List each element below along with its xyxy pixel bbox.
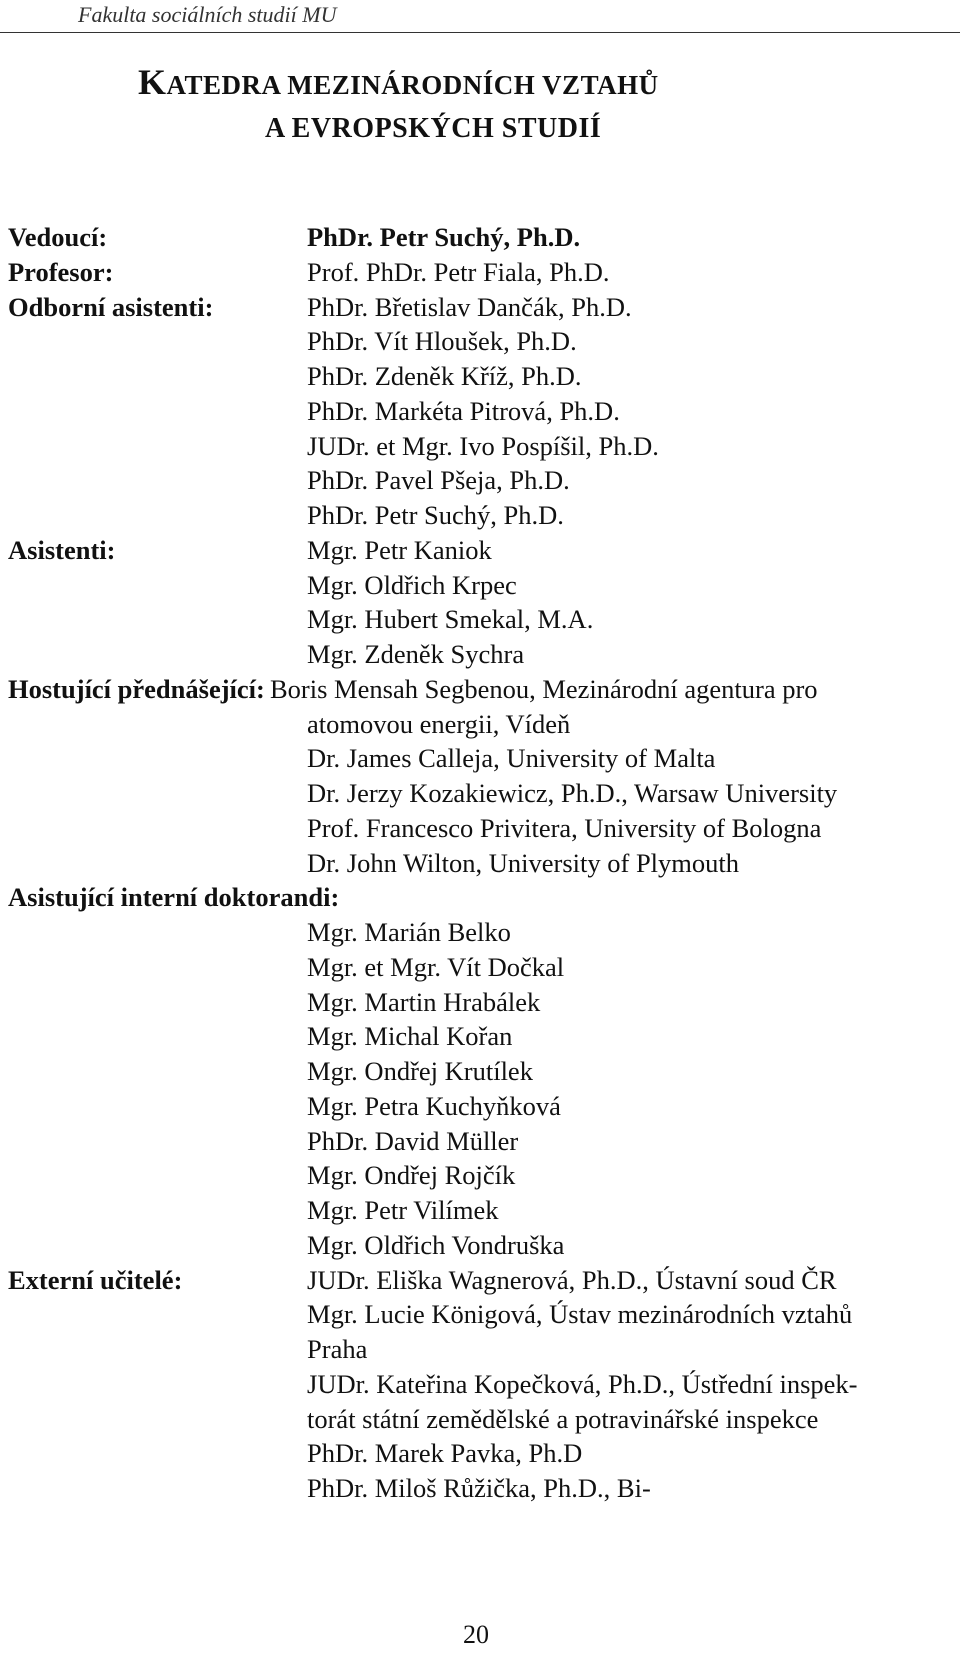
staff-name: Mgr. Petr Vilímek — [307, 1195, 499, 1225]
staff-row — [0, 810, 960, 846]
staff-row — [0, 532, 960, 568]
role-label: Hostující přednášející: — [8, 673, 265, 704]
staff-row — [0, 706, 960, 742]
staff-name: torát státní zemědělské a potravinářské inspekce — [307, 1403, 819, 1434]
page-title-line-2: A EVROPSKÝCH STUDIÍ — [265, 113, 602, 144]
staff-row — [0, 567, 960, 603]
staff-name: Mgr. Ondřej Rojčík — [307, 1160, 516, 1191]
staff-name: Mgr. et Mgr. Vít Dočkal — [307, 951, 565, 982]
staff-name: PhDr. Zdeněk Kříž, Ph.D. — [307, 361, 582, 391]
page-number: 20 — [463, 1620, 489, 1649]
staff-row — [0, 358, 960, 394]
role-label: Externí učitelé: — [8, 1264, 183, 1295]
staff-name: Mgr. Lucie Königová, Ústav mezinárodních vztahů — [307, 1299, 853, 1330]
staff-name: PhDr. Petr Suchý, Ph.D. — [307, 500, 564, 530]
staff-row — [0, 879, 960, 915]
staff-name: PhDr. Petr Suchý, Ph.D. — [307, 222, 581, 252]
staff-name: Mgr. Oldřich Krpec — [307, 569, 517, 600]
staff-name: PhDr. Pavel Pšeja, Ph.D. — [307, 465, 570, 496]
header-text: Fakulta sociálních studií MU — [78, 2, 337, 27]
staff-name: Mgr. Zdeněk Sychra — [307, 639, 525, 669]
staff-row — [0, 949, 960, 985]
staff-row — [0, 1262, 960, 1298]
staff-name: Boris Mensah Segbenou, Mezinárodní agentura pro — [270, 673, 818, 704]
staff-name: Prof. Francesco Privitera, University of Bologna — [307, 812, 822, 843]
staff-row — [0, 1192, 960, 1228]
staff-row — [0, 1157, 960, 1193]
staff-row — [0, 1227, 960, 1263]
staff-name: PhDr. Břetislav Dančák, Ph.D. — [307, 291, 632, 322]
staff-row — [0, 601, 960, 637]
staff-row — [0, 1053, 960, 1089]
staff-row — [0, 289, 960, 325]
staff-row — [0, 671, 960, 707]
staff-name: PhDr. Miloš Růžička, Ph.D., Bi- — [307, 1473, 651, 1503]
staff-name: Mgr. Oldřich Vondruška — [307, 1229, 565, 1260]
staff-name: JUDr. Eliška Wagnerová, Ph.D., Ústavní soud ČR — [307, 1264, 837, 1295]
staff-name: Mgr. Martin Hrabálek — [307, 986, 541, 1017]
role-label: Asistující interní doktorandi: — [8, 882, 340, 913]
staff-name: Mgr. Hubert Smekal, M.A. — [307, 604, 594, 635]
staff-row — [0, 462, 960, 498]
staff-name: Praha — [307, 1334, 368, 1364]
staff-row — [0, 219, 960, 255]
staff-row — [0, 740, 960, 776]
staff-name: Mgr. Petra Kuchyňková — [307, 1090, 561, 1121]
role-label: Odborní asistenti: — [8, 291, 214, 322]
staff-row — [0, 914, 960, 950]
staff-row — [0, 1088, 960, 1124]
staff-name: JUDr. et Mgr. Ivo Pospíšil, Ph.D. — [307, 430, 659, 461]
staff-name: Dr. James Calleja, University of Malta — [307, 743, 716, 774]
staff-name: PhDr. David Müller — [307, 1125, 519, 1156]
staff-name: atomovou energii, Vídeň — [307, 708, 571, 739]
staff-name: Mgr. Ondřej Krutílek — [307, 1056, 533, 1086]
staff-name: Mgr. Marián Belko — [307, 917, 511, 947]
staff-row — [0, 1018, 960, 1054]
staff-row — [0, 775, 960, 811]
role-label: Profesor: — [8, 256, 114, 287]
staff-row — [0, 1331, 960, 1367]
staff-name: Dr. John Wilton, University of Plymouth — [307, 847, 740, 878]
page-title-line-1: KATEDRA MEZINÁRODNÍCH VZTAHŮ — [138, 62, 659, 102]
staff-name: JUDr. Kateřina Kopečková, Ph.D., Ústřední inspek- — [307, 1368, 858, 1399]
staff-row — [0, 845, 960, 881]
staff-row — [0, 1470, 960, 1506]
staff-row — [0, 323, 960, 359]
staff-row — [0, 984, 960, 1020]
staff-row — [0, 636, 960, 672]
staff-row — [0, 254, 960, 290]
staff-name: PhDr. Marek Pavka, Ph.D — [307, 1438, 583, 1469]
running-header — [0, 0, 960, 33]
staff-name: Mgr. Michal Kořan — [307, 1021, 513, 1052]
staff-row — [0, 393, 960, 429]
staff-row — [0, 1296, 960, 1332]
staff-row — [0, 1123, 960, 1159]
staff-name: PhDr. Vít Hloušek, Ph.D. — [307, 326, 577, 357]
staff-name: Prof. PhDr. Petr Fiala, Ph.D. — [307, 256, 610, 287]
role-label: Asistenti: — [8, 534, 116, 565]
staff-row — [0, 428, 960, 464]
staff-row — [0, 1401, 960, 1437]
staff-row — [0, 1366, 960, 1402]
staff-name: PhDr. Markéta Pitrová, Ph.D. — [307, 395, 620, 426]
role-label: Vedoucí: — [8, 222, 108, 252]
staff-name: Mgr. Petr Kaniok — [307, 534, 492, 565]
staff-row — [0, 497, 960, 533]
staff-name: Dr. Jerzy Kozakiewicz, Ph.D., Warsaw University — [307, 778, 838, 808]
staff-row — [0, 1435, 960, 1471]
